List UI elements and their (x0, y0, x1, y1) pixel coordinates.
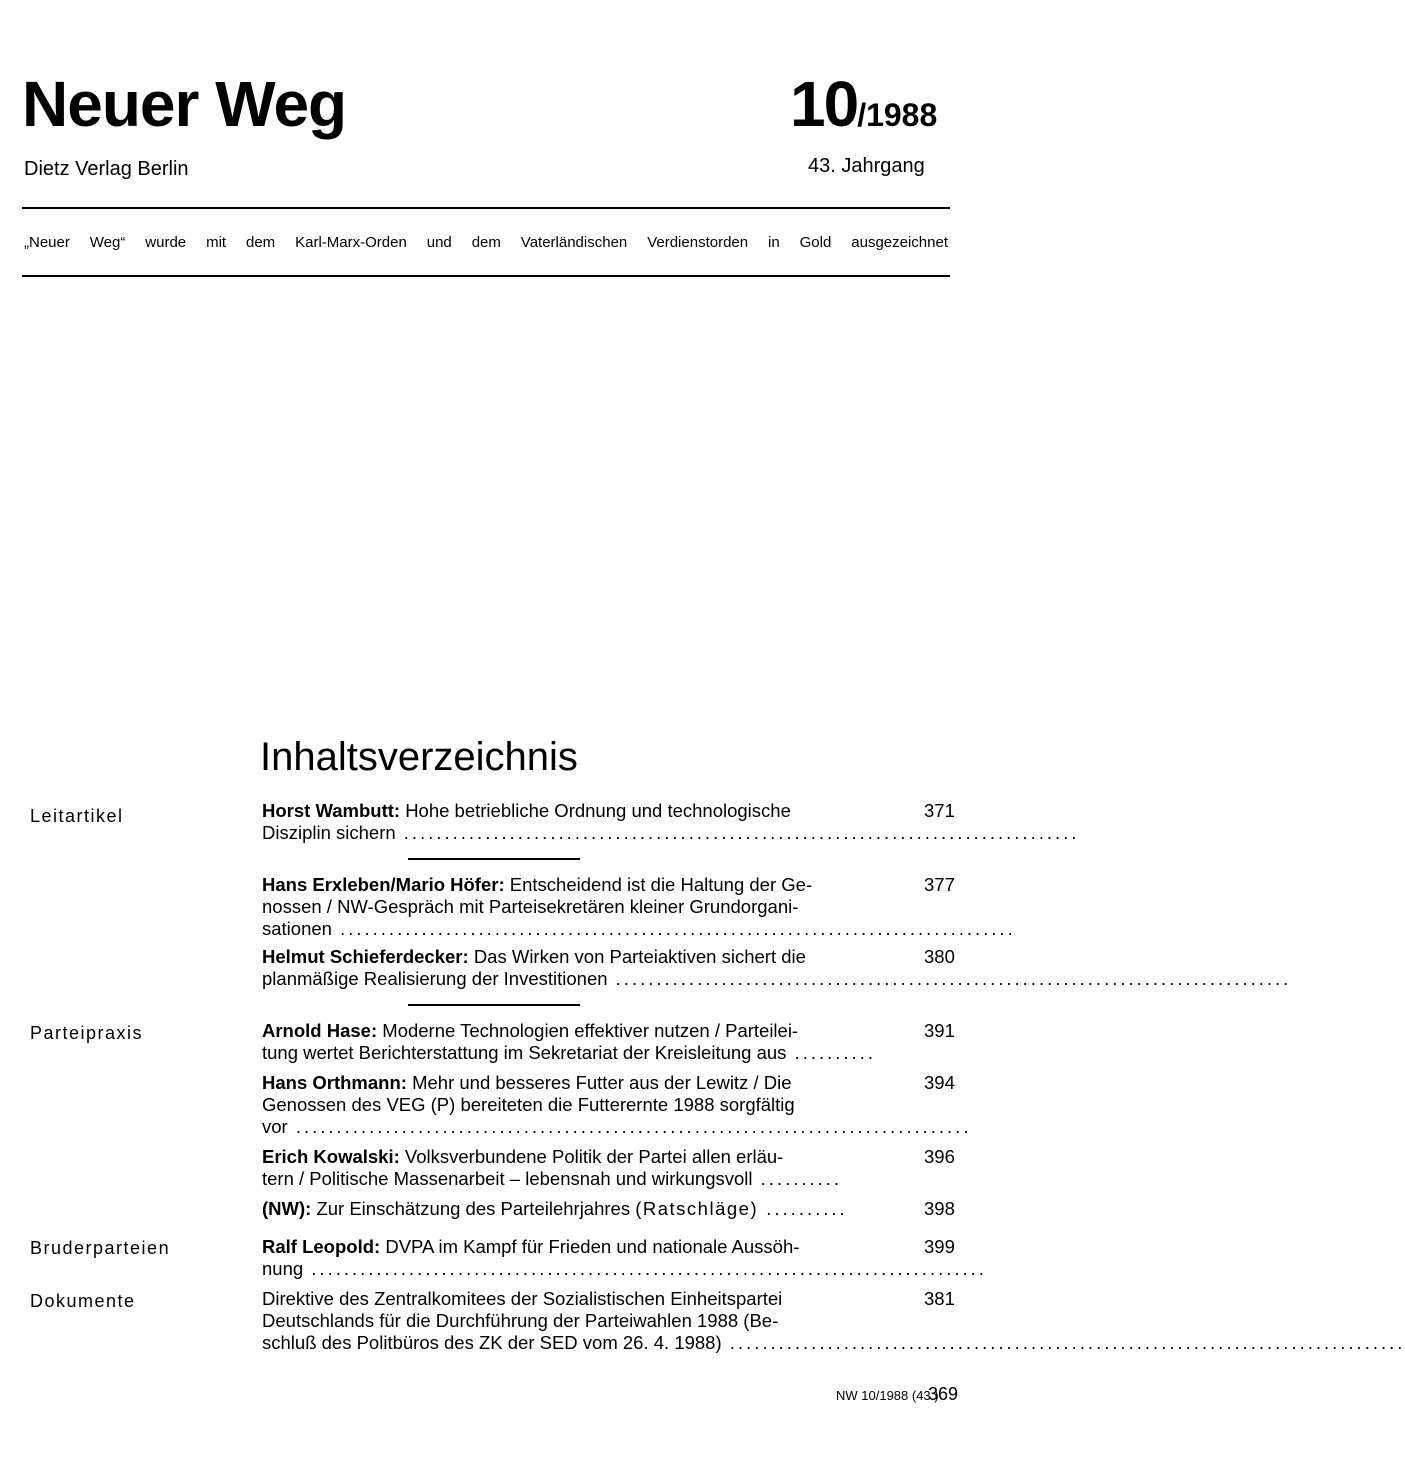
entry-title-line: vor (262, 1116, 288, 1137)
toc-entry[interactable] (262, 1020, 962, 1064)
entry-leader-line: tung wertet Berichterstattung im Sekretariat der Kreisleitung aus .......... (262, 1042, 876, 1063)
entry-author: Hans Orthmann: (262, 1072, 407, 1093)
entry-title-line: Entscheidend ist die Haltung der Ge- (509, 874, 813, 895)
entry-title-line: Zur Einschätzung des Parteilehrjahres (316, 1198, 631, 1219)
entry-leader-line: sationen ................................................................................... (262, 918, 1016, 939)
entry-title-line: Genossen des VEG (P) bereiteten die Futterernte 1988 sorgfältig (262, 1094, 795, 1115)
entry-page-number: 399 (924, 1236, 955, 1257)
entry-page-number: 391 (924, 1020, 955, 1041)
section-label-parteipraxis: Parteipraxis (30, 1023, 144, 1043)
toc-entry[interactable] (262, 1146, 962, 1190)
toc-entry[interactable] (262, 1198, 962, 1220)
entry-author: Hans Erxleben/Mario Höfer: (262, 874, 505, 895)
section-label-dokumente: Dokumente (30, 1291, 136, 1311)
toc-entry[interactable] (262, 946, 1292, 990)
entry-title-line: schluß des Politbüros des ZK der SED vom 26. 4. 1988) (262, 1332, 722, 1353)
entry-title-line: Deutschlands für die Durchführung der Parteiwahlen 1988 (Be- (262, 1310, 779, 1331)
entry-title-line: Direktive des Zentralkomitees der Sozialistischen Einheitspartei (262, 1288, 783, 1309)
entry-author: Ralf Leopold: (262, 1236, 381, 1257)
entry-title-line: tern / Politische Massenarbeit – lebensnah und wirkungsvoll (262, 1168, 753, 1189)
entry-title-line: Moderne Technologien effektiver nutzen / Parteilei- (382, 1020, 799, 1041)
entry-author: (NW): (262, 1198, 312, 1219)
toc-separator (408, 1004, 580, 1006)
publisher: Dietz Verlag Berlin (24, 158, 189, 180)
entry-title-line: tung wertet Berichterstattung im Sekretariat der Kreisleitung aus (262, 1042, 787, 1063)
toc-separator (408, 858, 580, 860)
entry-title-line: nossen / NW-Gespräch mit Parteisekretären kleiner Grundorgani- (262, 896, 799, 917)
journal-title: Neuer Weg (22, 68, 347, 140)
entry-title-line: Das Wirken von Parteiaktiven sichert die (473, 946, 806, 967)
toc-entry[interactable] (262, 874, 1016, 940)
entry-title-line: Mehr und besseres Futter aus der Lewitz / Die (412, 1072, 792, 1093)
toc-entry[interactable] (262, 1072, 972, 1138)
section-label-bruderparteien: Bruderparteien (30, 1238, 171, 1258)
issue-year: /1988 (857, 97, 938, 133)
entry-author: Erich Kowalski: (262, 1146, 400, 1167)
award-note: „Neuer Weg“ wurde mit dem Karl-Marx-Orden und dem Vaterländischen Verdienstorden in Gold ausgezeichnet (24, 234, 948, 251)
entry-title-line: planmäßige Realisierung der Investitionen (262, 968, 608, 989)
entry-leader-line: planmäßige Realisierung der Investitionen ................................................................................... (262, 968, 1292, 989)
toc-entry[interactable] (262, 1236, 987, 1280)
entry-page-number: 398 (924, 1198, 955, 1219)
entry-page-number: 396 (924, 1146, 955, 1167)
entry-title-line: sationen (262, 918, 332, 939)
entry-title-line: nung (262, 1258, 304, 1279)
entry-title-line: Disziplin sichern (262, 822, 396, 843)
header-rule-top (22, 207, 950, 209)
entry-page-number: 381 (924, 1288, 955, 1309)
entry-page-number: 380 (924, 946, 955, 967)
toc-title: Inhaltsverzeichnis (260, 735, 578, 779)
toc-entry[interactable] (262, 1288, 1405, 1354)
volume: 43. Jahrgang (808, 155, 925, 177)
issue-number: 10 (790, 68, 858, 140)
entry-page-number: 377 (924, 874, 955, 895)
entry-author: Arnold Hase: (262, 1020, 378, 1041)
entry-title-line: Hohe betriebliche Ordnung und technologische (405, 800, 791, 821)
entry-title-line: DVPA im Kampf für Frieden und nationale Aussöh- (385, 1236, 800, 1257)
toc-entry[interactable] (262, 800, 1080, 844)
issue-label (790, 68, 938, 140)
entry-leader-line: schluß des Politbüros des ZK der SED vom 26. 4. 1988) ................................................................................... (262, 1332, 1405, 1353)
entry-leader-line: vor ................................................................................... (262, 1116, 972, 1137)
entry-leader-line: tern / Politische Massenarbeit – lebensnah und wirkungsvoll .......... (262, 1168, 843, 1189)
entry-leader-line: Disziplin sichern ................................................................................... (262, 822, 1080, 843)
entry-leader-line: (NW): Zur Einschätzung des Parteilehrjahres (Ratschläge) .......... (262, 1198, 848, 1219)
footer-page-number: 369 (928, 1384, 959, 1404)
entry-title-line: (Ratschläge) (635, 1198, 759, 1219)
entry-page-number: 394 (924, 1072, 955, 1093)
header-rule-bottom (22, 275, 950, 277)
entry-page-number: 371 (924, 800, 955, 821)
entry-title-line: Volksverbundene Politik der Partei allen erläu- (404, 1146, 784, 1167)
entry-leader-line: nung ................................................................................... (262, 1258, 987, 1279)
entry-author: Helmut Schieferdecker: (262, 946, 469, 967)
section-label-leitartikel: Leitartikel (30, 806, 124, 826)
entry-author: Horst Wambutt: (262, 800, 401, 821)
footer-reference: NW 10/1988 (43.) (836, 1388, 939, 1403)
